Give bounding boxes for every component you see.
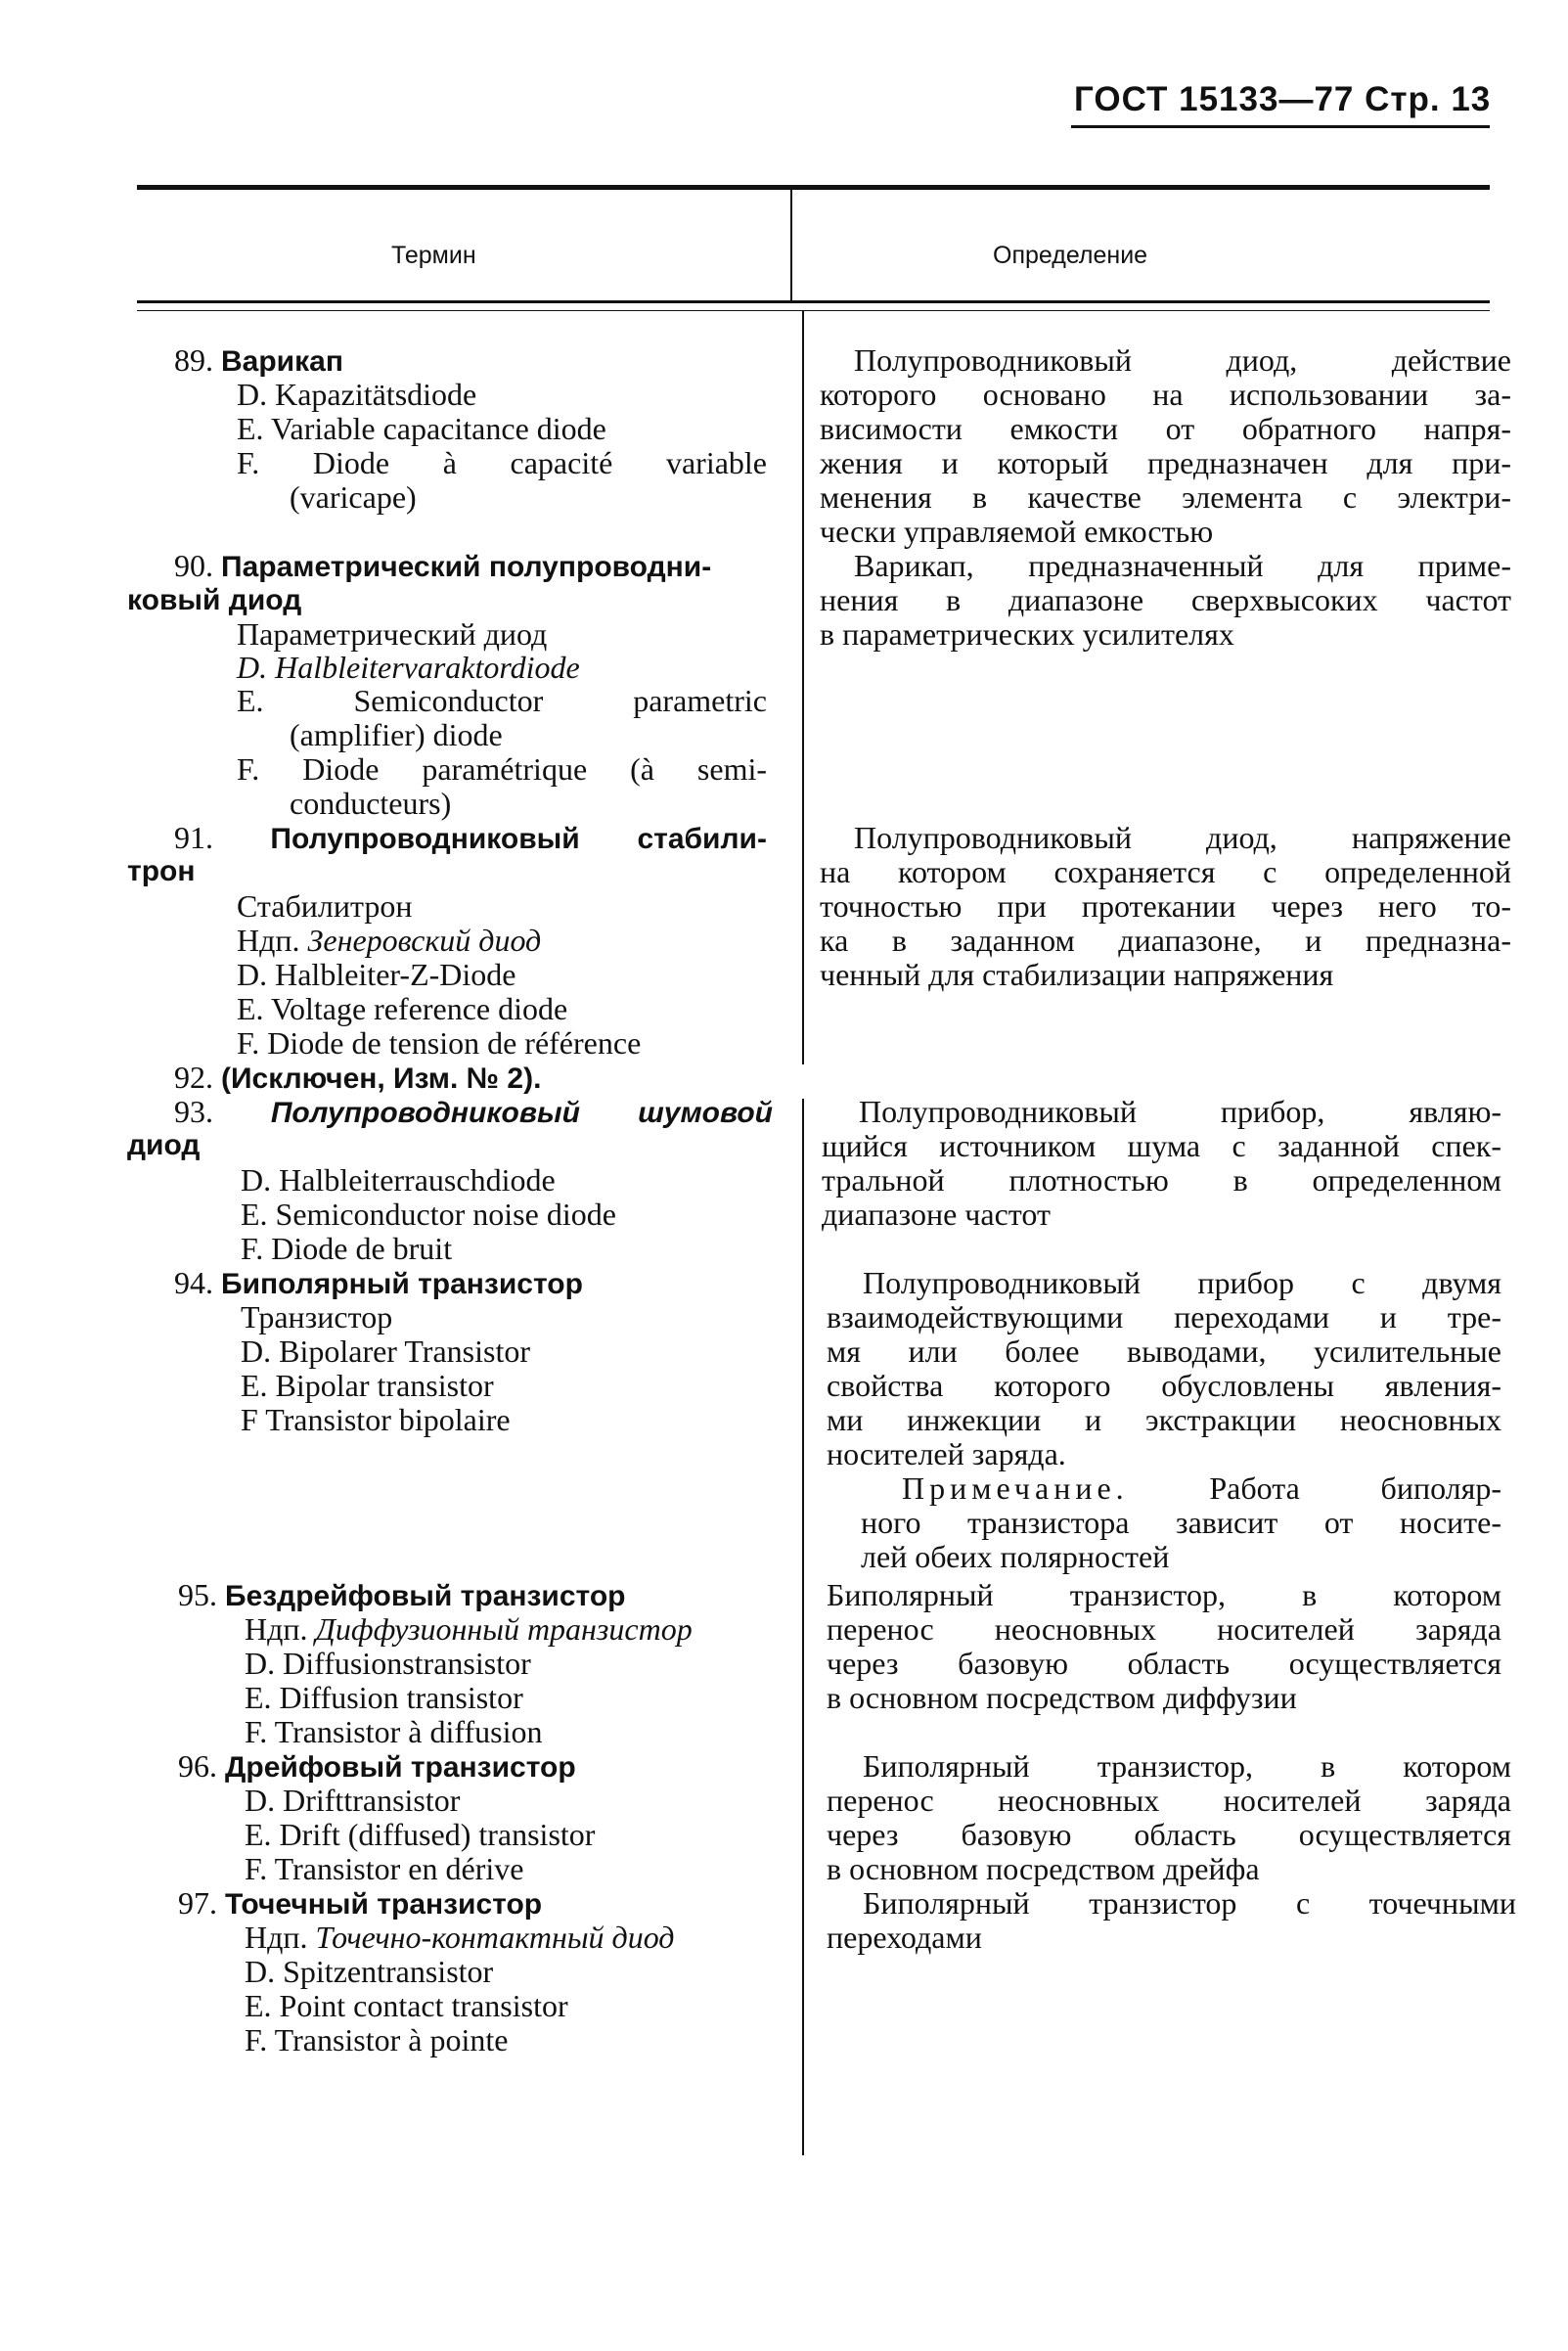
term-number: 97.: [178, 1885, 217, 1921]
term-number: 94.: [174, 1265, 213, 1300]
term-de: D. Drifttransistor: [245, 1783, 461, 1818]
term-en-cont: (amplifier) diode: [290, 717, 503, 752]
term-synonym: Транзистор: [241, 1299, 393, 1334]
term-en: E. Drift (diffused) transistor: [245, 1817, 596, 1852]
term-en: E. Semiconductor noise diode: [241, 1197, 616, 1232]
term-fr: F. Diode paramétrique (à semi-: [237, 751, 767, 787]
term-fr: F. Diode de bruit: [241, 1231, 453, 1266]
term-en: E. Voltage reference diode: [237, 991, 568, 1026]
table-top-rule: [137, 185, 1490, 190]
column-divider: [802, 311, 804, 1064]
term-name: Варикап: [221, 345, 343, 378]
term-number: 90.: [174, 548, 213, 583]
term-excluded: (Исключен, Изм. № 2).: [221, 1062, 542, 1095]
term-en: E. Point contact transistor: [245, 1988, 568, 2023]
term-en: E. Semiconductor parametric: [237, 683, 767, 718]
term-de: D. Halbleiterrauschdiode: [241, 1162, 556, 1198]
table-header-rule: [137, 300, 1490, 303]
ndp-term: Точечно-контактный диод: [315, 1920, 675, 1955]
term-fr: F. Transistor en dérive: [245, 1851, 524, 1886]
term-name: Полупроводниковый стабили-: [270, 823, 767, 855]
term-de: D. Bipolarer Transistor: [241, 1334, 530, 1369]
term-synonym: Параметрический диод: [237, 616, 548, 652]
term-name: Бездрейфовый транзистор: [225, 1580, 626, 1612]
ndp-label: Ндп.: [245, 1920, 308, 1955]
ndp-label: Ндп.: [237, 923, 300, 958]
ndp-term: Зенеровский диод: [307, 923, 542, 958]
ndp-term: Диффузионный транзистор: [315, 1611, 693, 1647]
term-number: 89.: [174, 342, 213, 378]
ndp-label: Ндп.: [245, 1611, 308, 1647]
term-de: D. Kapazitätsdiode: [237, 377, 477, 412]
term-fr-cont: conducteurs): [290, 786, 452, 821]
term-name-cont: ковый диод: [127, 584, 302, 616]
term-name: Полупроводниковый шумовой: [270, 1097, 773, 1129]
term-number: 92.: [174, 1060, 213, 1095]
term-de: D. Diffusionstransistor: [245, 1646, 531, 1681]
term-number: 91.: [174, 820, 213, 855]
term-fr: F Transistor bipolaire: [241, 1402, 511, 1437]
term-fr: F. Diode à capacité variable: [237, 445, 767, 480]
term-en: E. Variable capacitance diode: [237, 411, 606, 446]
term-name: Точечный транзистор: [225, 1888, 543, 1921]
column-divider: [802, 1099, 804, 2155]
term-de: D. Halbleiter-Z-Diode: [237, 957, 516, 992]
note: Примечание. Работа биполяр-: [902, 1470, 1501, 1506]
term-number: 95.: [178, 1577, 217, 1612]
term-fr: F. Diode de tension de référence: [237, 1025, 642, 1061]
term-fr: F. Transistor à pointe: [245, 2022, 509, 2057]
table-header-rule-thin: [137, 310, 1490, 311]
term-de: D. Halbleitervaraktordiode: [237, 650, 580, 685]
term-fr-cont: (varicape): [290, 479, 417, 515]
term-number: 93.: [174, 1094, 213, 1129]
header-rule: [1071, 125, 1490, 128]
term-name: Биполярный транзистор: [221, 1268, 583, 1300]
term-column-header: Термин: [391, 242, 476, 269]
page-header: ГОСТ 15133—77 Стр. 13: [1074, 80, 1492, 118]
term-en: E. Bipolar transistor: [241, 1368, 494, 1403]
definition-column-header: Определение: [993, 242, 1148, 269]
term-synonym: Стабилитрон: [237, 888, 413, 924]
term-number: 96.: [178, 1748, 217, 1784]
term-name: Дрейфовый транзистор: [225, 1751, 576, 1784]
term-fr: F. Transistor à diffusion: [245, 1714, 543, 1749]
note-label: Примечание.: [902, 1470, 1129, 1506]
term-en: E. Diffusion transistor: [245, 1680, 523, 1715]
term-name: Параметрический полупроводни-: [221, 551, 712, 583]
column-divider-header: [790, 186, 792, 303]
term-name-cont: диод: [127, 1129, 201, 1161]
term-de: D. Spitzentransistor: [245, 1954, 494, 1989]
term-name-cont: трон: [127, 855, 196, 887]
